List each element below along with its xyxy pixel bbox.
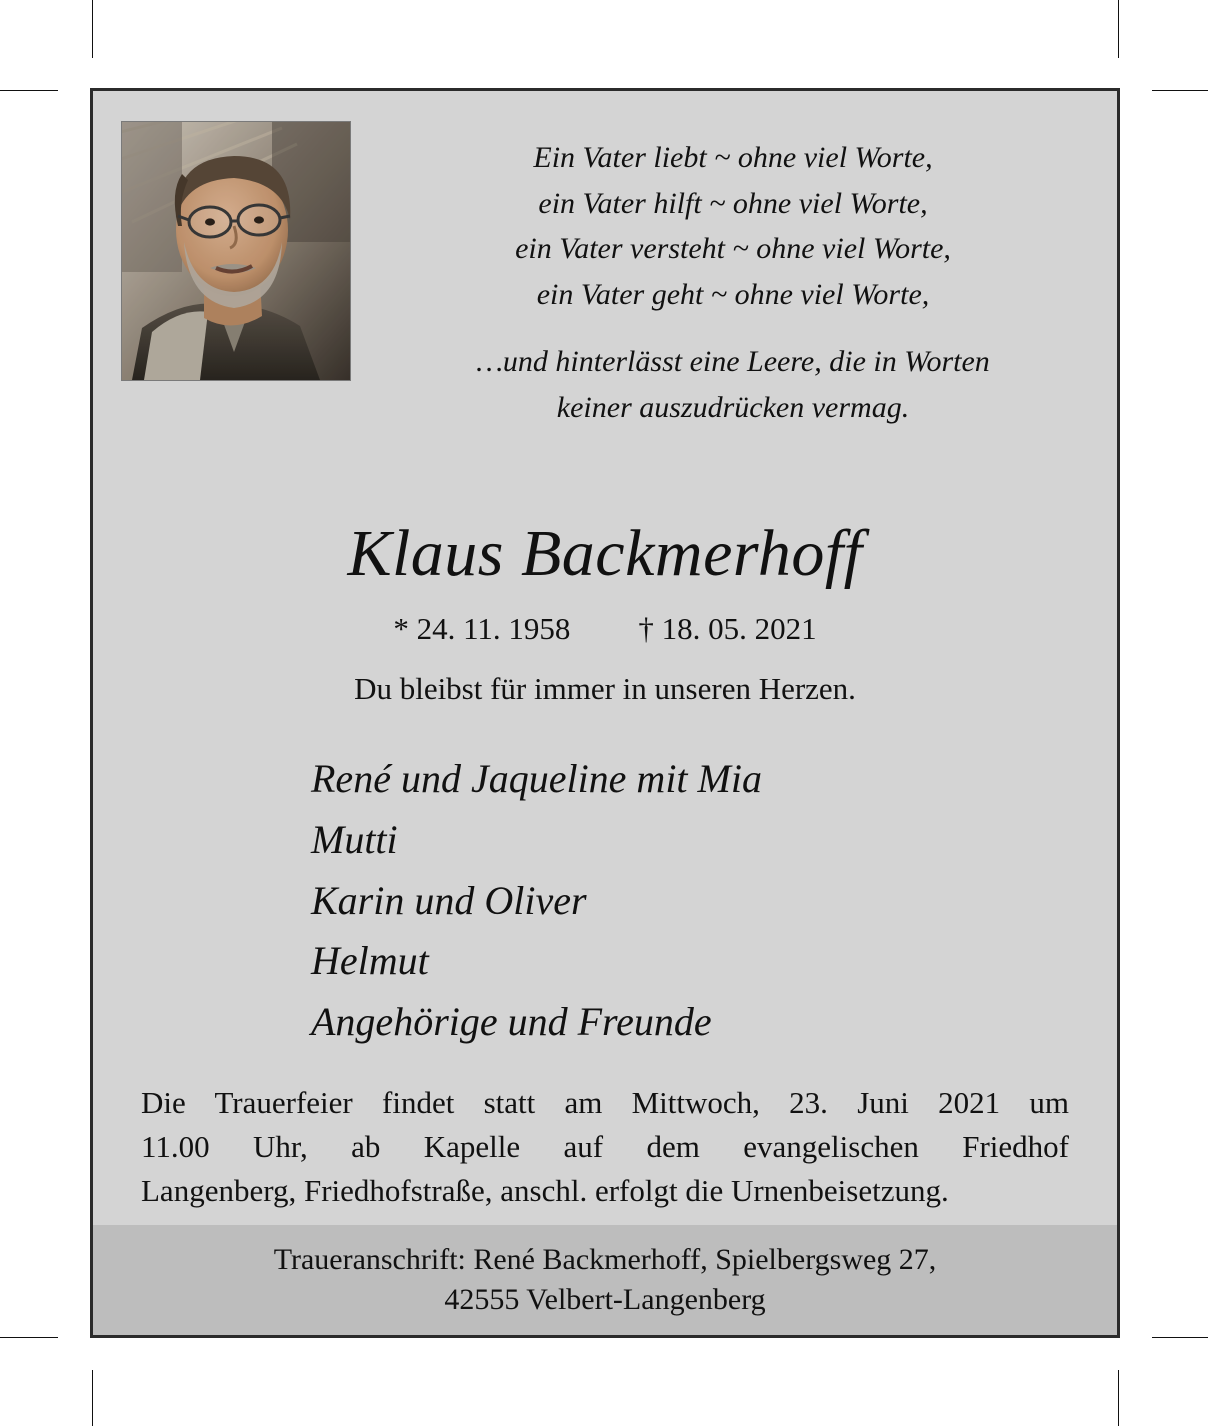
poem-line: ein Vater geht ~ ohne viel Worte, — [536, 277, 930, 311]
poem-line: …und hinterlässt eine Leere, die in Worten — [476, 345, 990, 379]
mourners-list — [311, 749, 762, 1053]
poem-line: keiner auszudrücken vermag. — [556, 390, 910, 424]
birth-date: * 24. 11. 1958 — [393, 611, 571, 646]
death-date: † 18. 05. 2021 — [638, 611, 817, 646]
crop-mark-bottom-right-horizontal — [1152, 1337, 1208, 1338]
portrait-photo — [121, 121, 351, 381]
mourner-entry: Angehörige und Freunde — [311, 999, 712, 1045]
mourner-entry: Helmut — [311, 938, 429, 984]
poem-block — [383, 135, 1083, 431]
ceremony-line: 11.00 Uhr, ab Kapelle auf dem evangelischen Friedhof — [141, 1129, 1069, 1165]
mourner-entry: René und Jaqueline mit Mia — [311, 756, 762, 801]
poem-spacer — [383, 317, 1083, 339]
ceremony-line: Langenberg, Friedhofstraße, anschl. erfolgt die Urnenbeisetzung. — [141, 1173, 949, 1209]
crop-mark-top-right-vertical — [1118, 0, 1119, 58]
ceremony-line: Die Trauerfeier findet statt am Mittwoch, 23. Juni 2021 um — [141, 1085, 1069, 1120]
crop-mark-bottom-left-vertical — [92, 1370, 93, 1426]
life-dates — [93, 611, 1117, 647]
memory-line: Du bleibst für immer in unseren Herzen. — [354, 671, 856, 706]
address-band — [93, 1225, 1117, 1335]
crop-mark-bottom-left-horizontal — [0, 1337, 58, 1338]
obituary-notice-card — [90, 88, 1120, 1338]
mourner-entry: Karin und Oliver — [311, 877, 587, 923]
address-line: 42555 Velbert-Langenberg — [444, 1283, 766, 1316]
poem-line: ein Vater versteht ~ ohne viel Worte, — [515, 232, 951, 266]
deceased-name: Klaus Backmerhoff — [347, 517, 863, 590]
crop-mark-bottom-right-vertical — [1118, 1370, 1119, 1426]
poem-line: ein Vater hilft ~ ohne viel Worte, — [538, 186, 928, 220]
crop-mark-top-left-horizontal — [0, 90, 58, 91]
poem-line: Ein Vater liebt ~ ohne viel Worte, — [533, 141, 933, 174]
mourner-entry: Mutti — [311, 816, 398, 862]
address-line: Traueranschrift: René Backmerhoff, Spielbergsweg 27, — [273, 1242, 937, 1276]
ceremony-details — [141, 1081, 1069, 1213]
crop-mark-top-left-vertical — [92, 0, 93, 58]
crop-mark-top-right-horizontal — [1152, 90, 1208, 91]
